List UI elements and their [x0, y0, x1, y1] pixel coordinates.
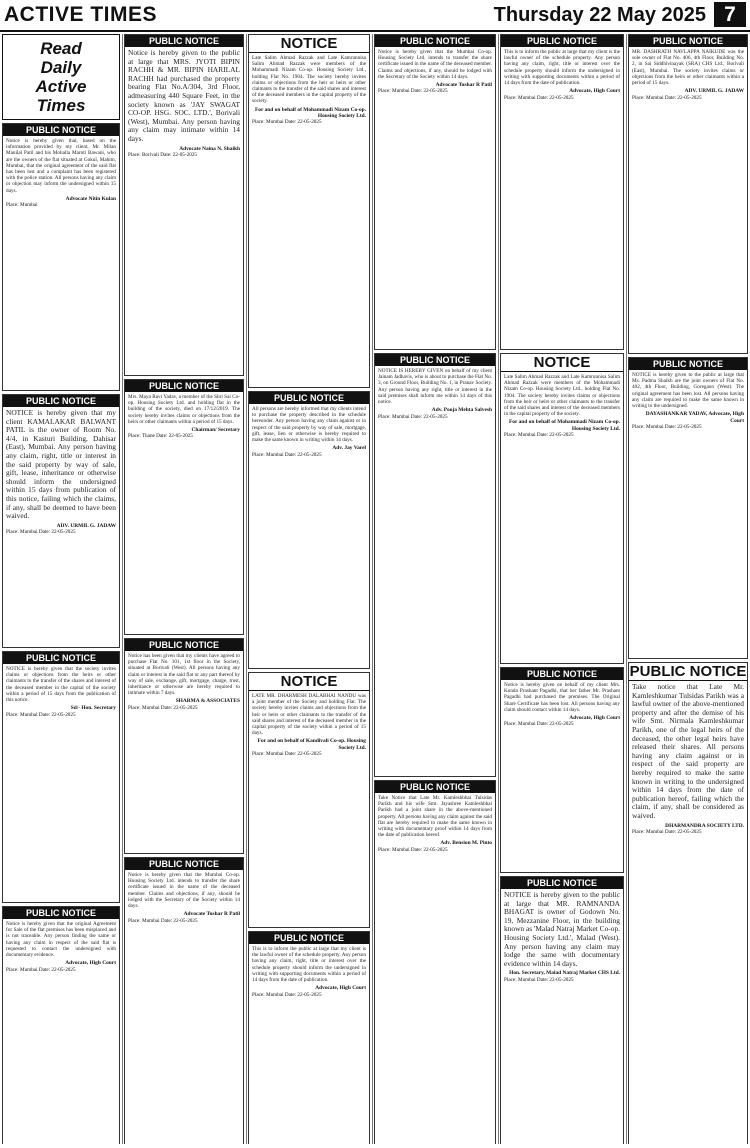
notice-box — [248, 34, 370, 388]
notice-body: All persons are hereby informed that my clients intend to purchase the property described in the schedule hereunder. Any person having any claim against or in respect of the said property by way of sale, mortgage, gift, lease, lien or otherwise is hereby required to make the same known in writing within 14 days. — [252, 406, 366, 444]
notice-heading: NOTICE — [249, 673, 369, 691]
notice-box — [374, 34, 496, 350]
notice-signatory: ADV. URMIL G. JADAW — [684, 88, 744, 95]
notice-heading: PUBLIC NOTICE — [501, 877, 623, 889]
notice-place: Place: Mumbai Date: 22-05-2025 — [378, 88, 448, 95]
notice-body: LATE MR. DHARMESH DALABHAI NANDU was a joint member of the Society and holding Flat. The society hereby invites claims and objections from the heir or heirs or other claimants to the transfer of the said shares and interest of the deceased member in the capital property of the society within a period of 15 days. — [252, 693, 366, 737]
notice-box — [374, 353, 496, 777]
notice-box — [500, 876, 624, 1144]
notice-body: Notice is hereby given that the original Agreement for Sale of the flat premises has been misplaced and is not traceable. Any person finding the same or having any claim in respect of the said flat is requested to contact the undersigned with documentary evidence. — [6, 921, 116, 959]
notice-place: Place: Mumbai Date: 22-05-2025 — [252, 451, 322, 458]
notice-heading: PUBLIC NOTICE — [125, 858, 243, 870]
notice-body: NOTICE is hereby given to the public at large that Ms. Padma Shaikh are the joint owners of Flat No. 402, 4th Floor, Building, Goregaon (West). The original agreement has been lost. All persons having any claim are required to make the same known in writing to the undersigned. — [632, 372, 744, 410]
notice-body: Mrs. Maya Ravi Yadav, a member of the Shri Sai Co-op. Housing Society Ltd. and holding flat in the building of the society, died on 17/12/2019. The society hereby invites claims or objections from the heirs or other claimants within a period of 15 days. — [128, 394, 240, 425]
notice-heading: PUBLIC NOTICE — [3, 907, 119, 919]
notice-box — [124, 34, 244, 376]
notice-place: Place: Mumbai Date: 22-05-2025 — [6, 529, 76, 536]
notice-box — [248, 931, 370, 1144]
notice-box — [628, 662, 748, 1144]
notice-place: Place: Mumbai Date: 22-05-2025 — [6, 711, 76, 718]
column-3 — [248, 34, 370, 1144]
promo-box — [2, 34, 120, 120]
column-divider — [498, 34, 499, 1144]
notice-body: NOTICE is hereby given to the public at large that MR. RAMNANDA BHAGAT is owner of Godown No. 19, Mezzanine Floor, in the building known as 'Malad Natraj Market Co-op. Housing Society Ltd.', Malad (West). Any person having any claim may lodge the same with documentary evidence within 14 days. — [504, 890, 620, 968]
notice-signatory: Adv. Jay Varel — [332, 445, 366, 452]
notice-signatory: For and on behalf of Kandivali Co-op. Housing Society Ltd. — [257, 738, 366, 751]
notice-place: Place: Mumbai Date: 22-05-2025 — [504, 976, 574, 983]
notice-signatory: Advocate Nitin Kulan — [65, 195, 116, 202]
notice-box — [248, 672, 370, 928]
notice-heading: PUBLIC NOTICE — [629, 35, 747, 47]
notice-heading: NOTICE — [249, 35, 369, 53]
notice-body: Take notice that Late Mr. Kamleshkumar Tulsidas Parikh was a lawful owner of the above-mentioned property and after the demise of his wife Smt. Nirmala Kamleshkumar Parikh, one of the legal heirs of the deceased, the other legal heirs have released their shares. All persons having any claim against or in respect of the said property are hereby required to make the same known in writing to the undersigned within 14 days from the date of publication hereof, failing which the claim, if any, shall be considered as waived. — [632, 682, 744, 820]
notice-heading: PUBLIC NOTICE — [629, 358, 747, 370]
notice-box — [2, 394, 120, 648]
notice-heading: PUBLIC NOTICE — [125, 380, 243, 392]
masthead — [0, 0, 750, 32]
notice-signatory: DHARMANDRA SOCIETY LTD. — [665, 822, 744, 829]
notice-box — [124, 379, 244, 635]
notice-place: Place: Thane Date: 22-05-2025 — [128, 433, 193, 440]
notice-signatory: Hon. Secretary, Malad Natraj Market CHS Ltd. — [509, 970, 620, 977]
notice-box — [628, 357, 748, 659]
notice-box — [500, 353, 624, 664]
notice-signatory: Adv. Pooja Mehta Salvesh — [431, 407, 492, 414]
notice-place: Place: Mumbai Date: 22-05-2025 — [378, 413, 448, 420]
notice-box — [2, 906, 120, 1144]
column-6 — [628, 34, 748, 1144]
notice-heading: PUBLIC NOTICE — [375, 354, 495, 366]
notice-body: Notice is hereby given that, based on the information provided by my client, Mr. Milan Manilal Patil and his Mohalla Maroti Bawani, who are the owners of the flat situated at Gokul, Mahim, Mumbai, that the original agreement of the said flat has been lost and a complaint has been registered with the police station. All persons having any claim or objection may inform the undersigned within 15 days. — [6, 138, 116, 194]
issue-date: Thursday 22 May 2025 — [493, 4, 706, 26]
notice-place: Place: Mumbai Date: 22-05-2025 — [128, 704, 198, 711]
notice-place: Place: Mumbai Date: 22-05-2025 — [504, 432, 574, 439]
notice-place: Place: Mumbai Date: 22-05-2025 — [252, 751, 322, 758]
notice-heading: NOTICE — [501, 354, 623, 372]
promo-line: Times — [36, 96, 86, 115]
notice-place: Place: Mumbai Date: 22-05-2025 — [632, 94, 702, 101]
notice-box — [124, 857, 244, 1144]
notice-place: Place: Mumbai Date: 22-05-2025 — [378, 846, 448, 853]
notice-box — [374, 780, 496, 1144]
notice-signatory: Adv. Bension M. Pinto — [440, 840, 492, 847]
notice-heading: PUBLIC NOTICE — [3, 652, 119, 664]
notice-heading: PUBLIC NOTICE — [629, 663, 747, 680]
notice-box — [248, 391, 370, 669]
notice-signatory: Advocate Naina N. Shaikh — [179, 145, 240, 152]
notice-place: Place: Borivali Date: 22-05-2025 — [128, 151, 198, 158]
notice-body: Late Salim Ahmad Razzak and Late Kamrunnisa Salim Ahmad Razzak were members of the Mohammadi Nizam Co-op. Housing Society Ltd., holding Flat No. 1904. The society hereby invites claims or objections from the heir or heirs or other claimants to the transfer of the said shares and interest of the deceased members in the capital property of the society. — [504, 374, 620, 418]
notice-signatory: Advocate, High Court — [315, 985, 366, 992]
notice-body: Notice is hereby given that the Mumbai Co-op. Housing Society Ltd. intends to transfer the share certificate issued in the name of the deceased member. Claims and objections, if any, should be lodged with the Secretary of the Society within 14 days. — [128, 872, 240, 910]
notice-body: Notice is hereby given on behalf of my client Mrs. Kunda Prashant Pagadhi, that her father Mr. Prashant Pagadhi had purchased the premises. The Original Share Certificate has been lost. All persons having any claim should contact within 14 days. — [504, 682, 620, 713]
column-5 — [500, 34, 624, 1144]
notice-body: NOTICE IS HEREBY GIVEN on behalf of my client Jainam Jadhavis, who is about to purchase the Flat No. 3, on Ground Floor, Building No. 1, in Pranav Society. Any person having any right, title or interest in the said premises shall inform me within 14 days of this notice. — [378, 368, 492, 406]
notice-place: Place: Mumbai Date: 22-05-2025 — [252, 991, 322, 998]
notice-heading: PUBLIC NOTICE — [125, 35, 243, 47]
notice-place: Place: Mumbai Date: 22-05-2025 — [128, 917, 198, 924]
column-divider — [372, 34, 373, 1144]
notice-body: This is to inform the public at large that my client is the lawful owner of the schedule property. Any person having any claim, right, title or interest over the schedule property should inform the undersigned in writing with supporting documents within a period of 14 days from the date of publication. — [504, 49, 620, 87]
notice-signatory: Advocate Tushar R Patil — [435, 82, 492, 89]
notice-heading: PUBLIC NOTICE — [501, 668, 623, 680]
column-4 — [374, 34, 496, 1144]
notice-place: Place: Mumbai Date: 22-05-2025 — [252, 119, 322, 126]
promo-line: Daily — [40, 58, 82, 77]
notice-place: Place: Mumbai Date: 22-05-2025 — [632, 828, 702, 835]
notice-signatory: Sd/- Hon. Secretary — [70, 705, 116, 712]
column-2 — [124, 34, 244, 1144]
notice-place: Place: Mumbai Date: 22-05-2025 — [6, 966, 76, 973]
notice-place: Place: Mumbai Date: 22-05-2025 — [504, 721, 574, 728]
notice-body: Late Salim Ahmad Razzak and Late Kamrunnisa Salim Ahmad Razzak were members of the Mohammadi Nizam Co-op. Housing Society Ltd., holding Flat No. 1904. The society hereby invites claims or objections from the heir or heirs or other claimants to the transfer of the said shares and interest of the deceased members in the capital property of the society. — [252, 55, 366, 105]
notice-signatory: For and on behalf of Mohammadi Nizam Co-op. Housing Society Ltd. — [508, 419, 620, 432]
promo-line: Active — [35, 77, 87, 96]
notice-body: Take Notice that Late Mr. Kamleshbhai Tulsidas Parikh and his wife Smt. Jayashree Kamleshbhai Parikh had a joint share in the above-mentioned property. All persons having any claim against the said flat are hereby required to make the same known in writing with documentary proof within 14 days from the date of publication hereof. — [378, 795, 492, 839]
notice-signatory: Chairman/ Secretary — [191, 427, 240, 434]
page-number: 7 — [714, 2, 746, 27]
notice-body: Notice is hereby given to the public at large that MRS. JYOTI BIPIN RACHH & MR. BIPIN HARILAL RACHH had purchased the property bearing Flat No.A/304, 3rd Floor, admeasuring 440 Square Feet, in the society known as 'JAY SWAGAT CO-OP. HSG. SOC. LTD.', Borivali (West), Mumbai. Any person having any claim may intimate within 14 days. — [128, 48, 240, 143]
notice-signatory: Advocate, High Court — [569, 715, 620, 722]
notice-signatory: DAYASHANKAR YADAV, Advocate, High Court — [645, 411, 744, 424]
notice-body: MR. DASHRATH NAVLAPPA NAIKUDE was the sole owner of Flat No. 406, 4th Floor, Building No. 2, in Sai Siddhivinayak (SRA) CHS Ltd., Borivali (East), Mumbai. The society invites claims or objections from the heirs or other claimants within a period of 15 days. — [632, 49, 744, 87]
notice-place: Place: Mumbai Date: 22-05-2025 — [632, 424, 702, 431]
notice-box — [2, 651, 120, 903]
notice-signatory: Advocate, High Court — [65, 960, 116, 967]
notice-body: Notice is hereby given that the Mumbai Co-op. Housing Society Ltd. intends to transfer the share certificate issued in the name of the deceased member. Claims and objections, if any, should be lodged with the Secretary of the Society within 14 days. — [378, 49, 492, 80]
notice-box — [500, 34, 624, 350]
column-divider — [626, 34, 627, 1144]
notice-heading: PUBLIC NOTICE — [375, 781, 495, 793]
column-divider — [246, 34, 247, 1144]
notice-box — [628, 34, 748, 354]
notice-box — [2, 123, 120, 391]
notice-body: NOTICE is hereby given that the society invites claims or objections from the heirs or other claimants to the transfer of the shares and interest of the deceased member in the capital of the society within a period of 15 days from the publication of this notice. — [6, 666, 116, 704]
notice-signatory: Advocate Tushar R Patil — [183, 911, 240, 918]
notice-signatory: SHARMA & ASSOCIATES — [175, 698, 240, 705]
paper-name: ACTIVE TIMES — [4, 3, 158, 26]
notice-signatory: ADV. URMIL G. JADAW — [56, 522, 116, 529]
notice-heading: PUBLIC NOTICE — [3, 124, 119, 136]
notice-heading: PUBLIC NOTICE — [249, 932, 369, 944]
notice-signatory: Advocate, High Court — [569, 88, 620, 95]
notice-heading: PUBLIC NOTICE — [375, 35, 495, 47]
notice-heading: PUBLIC NOTICE — [501, 35, 623, 47]
notice-place: Place: Mumbai Date: 22-05-2025 — [504, 94, 574, 101]
notice-heading: PUBLIC NOTICE — [125, 639, 243, 651]
notice-signatory: For and on behalf of Mohammadi Nizam Co-op. Housing Society Ltd. — [254, 106, 366, 120]
notice-heading: PUBLIC NOTICE — [3, 395, 119, 407]
notice-body: This is to inform the public at large that my client is the lawful owner of the schedule property. Any person having any claim, right, title or interest over the schedule property should inform the undersigned in writing with supporting documents within a period of 14 days from the date of publication. — [252, 946, 366, 984]
notice-body: Notice has been given that my clients have agreed to purchase Flat No. 101, 1st floor in the Society, situated at Borivali (West). All persons having any claim or interest in the said flat or any part thereof by way of sale, exchange, gift, mortgage, charge, trust, inheritance or otherwise are hereby required to intimate within 7 days. — [128, 653, 240, 697]
promo-line: Read — [40, 39, 82, 58]
notice-heading: PUBLIC NOTICE — [249, 392, 369, 404]
notice-box — [500, 667, 624, 873]
notice-place: Place: Mumbai — [6, 202, 38, 209]
column-divider — [122, 34, 123, 1144]
notice-body: NOTICE is hereby given that my client KAMALAKAR BALWANT PATIL is the owner of Room No. 4/4, in Kasturi Building, Dahisar (East), Mumbai. Any person having any claim, right, title or interest in the said property by way of sale, gift, lease, inheritance or otherwise should inform the undersigned within 15 days from publication of this notice, failing which the claims, if any, shall be deemed to have been waived. — [6, 408, 116, 521]
notice-box — [124, 638, 244, 854]
column-1 — [2, 34, 120, 1144]
